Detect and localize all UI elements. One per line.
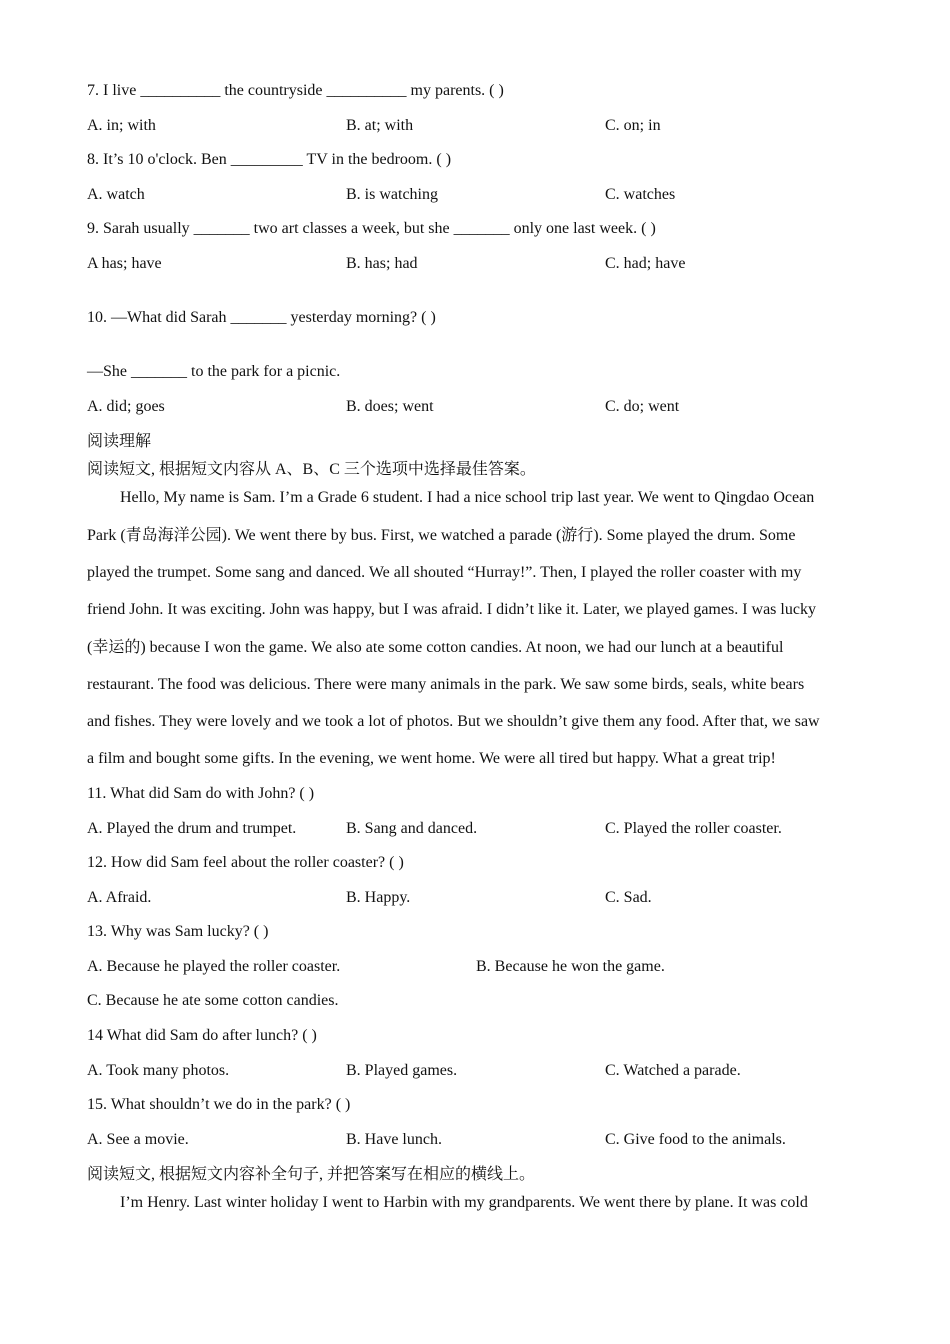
- question-15-option-a: A. See a movie.: [87, 1131, 189, 1148]
- question-10-stem-response: —She _______ to the park for a picnic.: [87, 363, 341, 380]
- passage-line-8: a film and bought some gifts. In the evening, we went home. We were all tired but happy. What a great trip!: [87, 750, 776, 767]
- question-9-option-c: C. had; have: [605, 255, 686, 272]
- question-11-option-c: C. Played the roller coaster.: [605, 820, 782, 837]
- question-9-option-a: A has; have: [87, 255, 162, 272]
- question-12-option-c: C. Sad.: [605, 889, 652, 906]
- passage-line-2: Park (青岛海洋公园). We went there by bus. First, we watched a parade (游行). Some played the drum. Some: [87, 527, 796, 544]
- passage-line-5: (幸运的) because I won the game. We also ate some cotton candies. At noon, we had our lunch at a beautiful: [87, 639, 784, 656]
- question-11-option-a: A. Played the drum and trumpet.: [87, 820, 297, 837]
- question-8-stem: 8. It’s 10 o'clock. Ben _________ TV in the bedroom. ( ): [87, 151, 452, 168]
- question-12-stem: 12. How did Sam feel about the roller coaster? ( ): [87, 854, 404, 871]
- passage-line-6: restaurant. The food was delicious. There were many animals in the park. We saw some birds, seals, white bears: [87, 676, 805, 693]
- question-15-option-c: C. Give food to the animals.: [605, 1131, 786, 1148]
- question-12-option-b: B. Happy.: [346, 889, 411, 906]
- question-14-option-c: C. Watched a parade.: [605, 1062, 741, 1079]
- question-10-option-b: B. does; went: [346, 398, 434, 415]
- passage-line-4: friend John. It was exciting. John was happy, but I was afraid. I didn’t like it. Later, we played games. I was lucky: [87, 601, 816, 618]
- passage-line-1: Hello, My name is Sam. I’m a Grade 6 student. I had a nice school trip last year. We went to Qingdao Ocean: [120, 489, 815, 506]
- question-12-option-a: A. Afraid.: [87, 889, 152, 906]
- question-7-option-c: C. on; in: [605, 117, 661, 134]
- question-8-option-a: A. watch: [87, 186, 145, 203]
- question-14-option-a: A. Took many photos.: [87, 1062, 230, 1079]
- question-7-option-a: A. in; with: [87, 117, 156, 134]
- question-15-stem: 15. What shouldn’t we do in the park? ( ): [87, 1096, 351, 1113]
- passage-line-3: played the trumpet. Some sang and danced. We all shouted “Hurray!”. Then, I played the roller coaster with my: [87, 564, 802, 581]
- question-10-option-c: C. do; went: [605, 398, 680, 415]
- section-title-reading: 阅读理解: [87, 433, 152, 450]
- question-11-option-b: B. Sang and danced.: [346, 820, 478, 837]
- passage-line-7: and fishes. They were lovely and we took a lot of photos. But we shouldn’t give them any food. After that, we saw: [87, 713, 820, 730]
- question-13-option-a: A. Because he played the roller coaster.: [87, 958, 341, 975]
- question-14-option-b: B. Played games.: [346, 1062, 458, 1079]
- question-13-option-b: B. Because he won the game.: [476, 958, 665, 975]
- question-10-stem: 10. —What did Sarah _______ yesterday morning? ( ): [87, 309, 436, 326]
- question-13-option-c: C. Because he ate some cotton candies.: [87, 992, 339, 1009]
- question-14-stem: 14 What did Sam do after lunch? ( ): [87, 1027, 317, 1044]
- question-8-option-b: B. is watching: [346, 186, 438, 203]
- question-9-option-b: B. has; had: [346, 255, 418, 272]
- question-15-option-b: B. Have lunch.: [346, 1131, 442, 1148]
- question-11-stem: 11. What did Sam do with John? ( ): [87, 785, 315, 802]
- reading-instruction: 阅读短文, 根据短文内容从 A、B、C 三个选项中选择最佳答案。: [87, 461, 536, 478]
- question-10-option-a: A. did; goes: [87, 398, 165, 415]
- question-7-stem: 7. I live __________ the countryside __________ my parents. ( ): [87, 82, 504, 99]
- question-13-stem: 13. Why was Sam lucky? ( ): [87, 923, 269, 940]
- passage-2-line-1: I’m Henry. Last winter holiday I went to Harbin with my grandparents. We went there by plane. It was cold: [120, 1194, 808, 1211]
- question-7-option-b: B. at; with: [346, 117, 414, 134]
- reading-2-instruction: 阅读短文, 根据短文内容补全句子, 并把答案写在相应的横线上。: [87, 1166, 536, 1183]
- question-8-option-c: C. watches: [605, 186, 676, 203]
- question-9-stem: 9. Sarah usually _______ two art classes a week, but she _______ only one last week. ( ): [87, 220, 656, 237]
